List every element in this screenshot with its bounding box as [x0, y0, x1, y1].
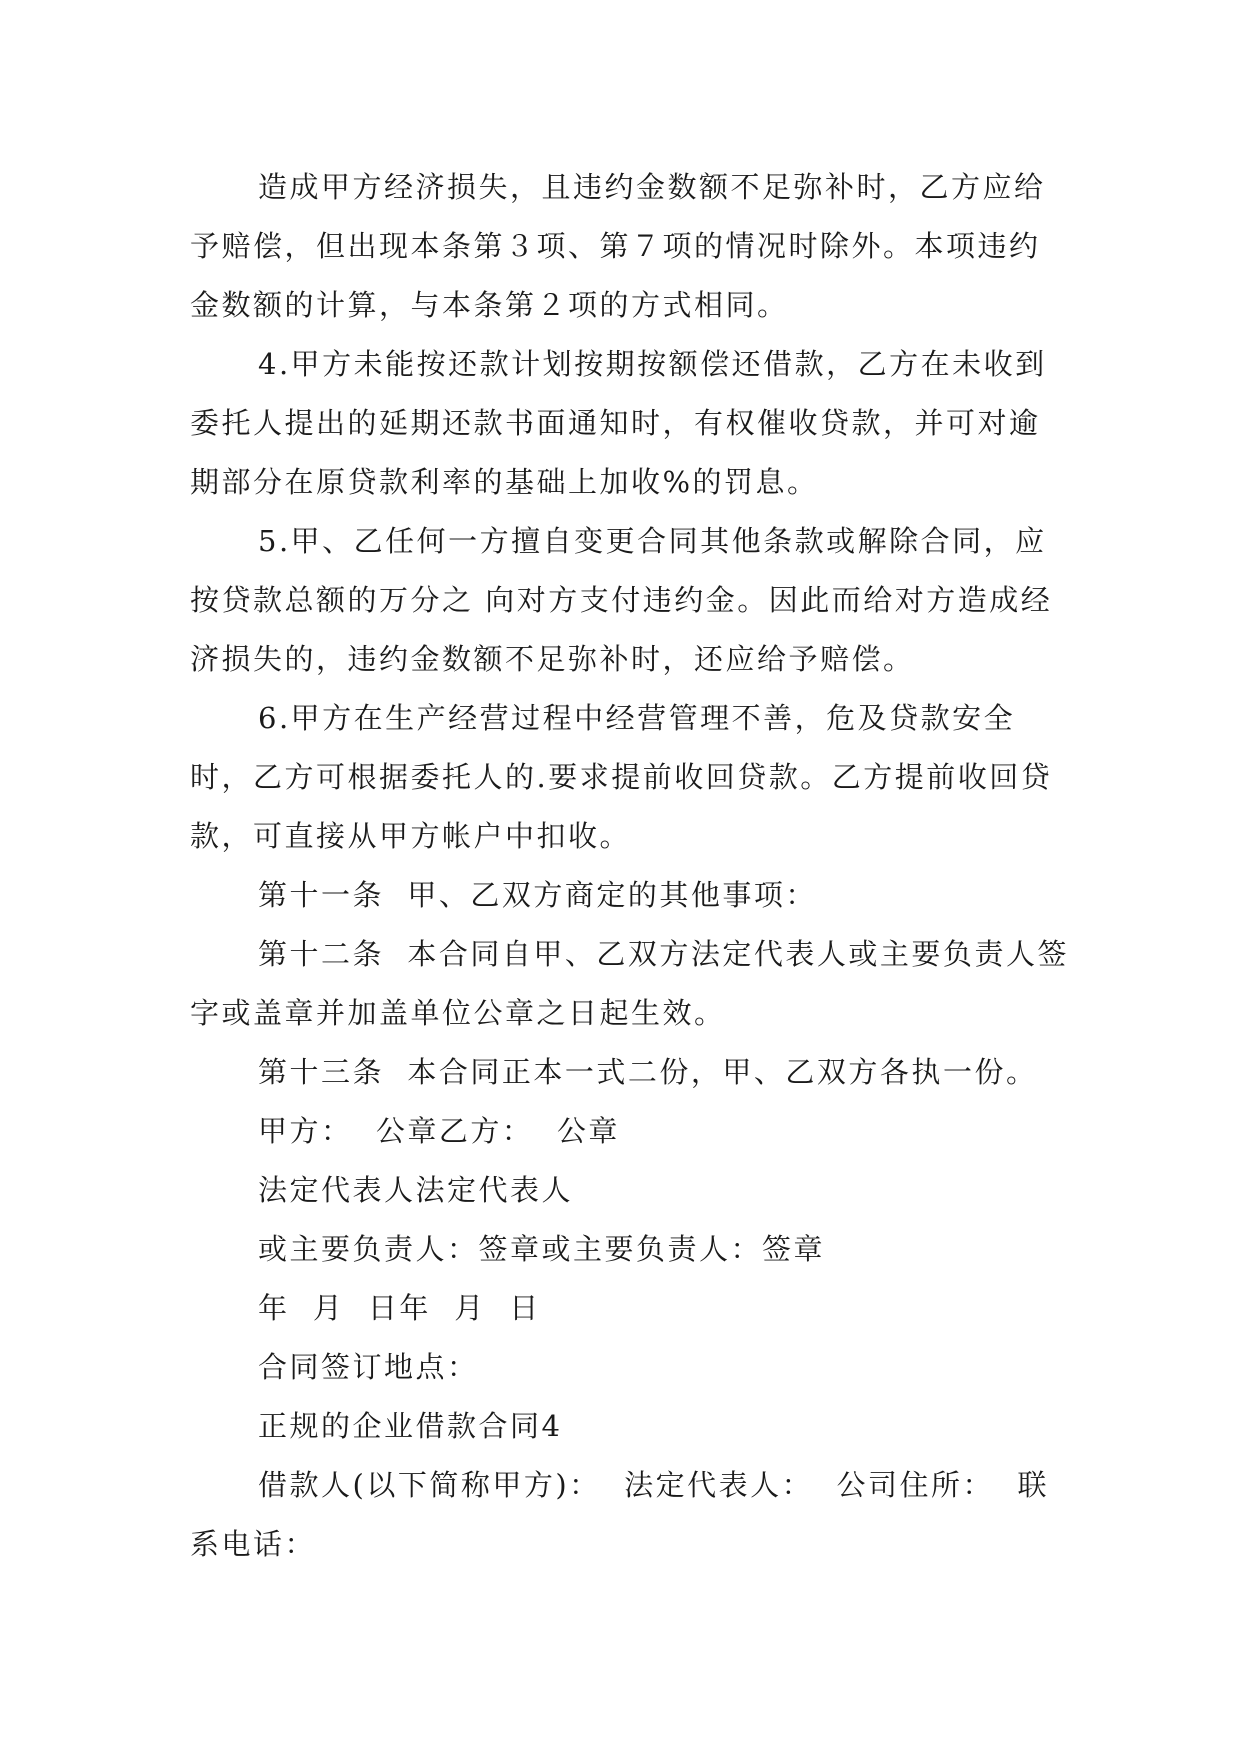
- borrower-info: 借款人(以下简称甲方)： 法定代表人： 公司住所： 联系电话：: [190, 1468, 1049, 1561]
- signature-legal-representative: 法定代表人法定代表人: [258, 1173, 574, 1207]
- paragraph-clause-4: 4.甲方未能按还款计划按期按额偿还借款，乙方在未收到委托人提出的延期还款书面通知时，有权催收贷款，并可对逾期部分在原贷款利率的基础上加收%的罚息。: [190, 347, 1047, 499]
- paragraph-damage-compensation: 造成甲方经济损失，且违约金数额不足弥补时，乙方应给予赔偿，但出现本条第３项、第７项的情况时除外。本项违约金数额的计算，与本条第２项的方式相同。: [190, 170, 1046, 322]
- contract-body: [190, 158, 1070, 1574]
- section-heading-contract-4: 正规的企业借款合同4: [258, 1409, 563, 1443]
- signature-responsible-person: 或主要负责人：签章或主要负责人：签章: [258, 1232, 826, 1266]
- signing-location: 合同签订地点：: [258, 1350, 479, 1384]
- paragraph-article-11: 第十一条 甲、乙双方商定的其他事项：: [258, 878, 817, 912]
- paragraph-article-13: 第十三条 本合同正本一式二份，甲、乙双方各执一份。: [258, 1055, 1038, 1089]
- paragraph-article-12: 第十二条 本合同自甲、乙双方法定代表人或主要负责人签字或盖章并加盖单位公章之日起生效。: [190, 937, 1069, 1030]
- paragraph-clause-5: 5.甲、乙任何一方擅自变更合同其他条款或解除合同，应按贷款总额的万分之 向对方支付违约金。因此而给对方造成经济损失的，违约金数额不足弥补时，还应给予赔偿。: [190, 524, 1053, 676]
- signature-date: 年 月 日年 月 日: [258, 1291, 541, 1325]
- signature-party-seal: 甲方： 公章乙方： 公章: [258, 1114, 620, 1148]
- paragraph-clause-6: 6.甲方在生产经营过程中经营管理不善，危及贷款安全时，乙方可根据委托人的.要求提前收回贷款。乙方提前收回贷款，可直接从甲方帐户中扣收。: [190, 701, 1053, 853]
